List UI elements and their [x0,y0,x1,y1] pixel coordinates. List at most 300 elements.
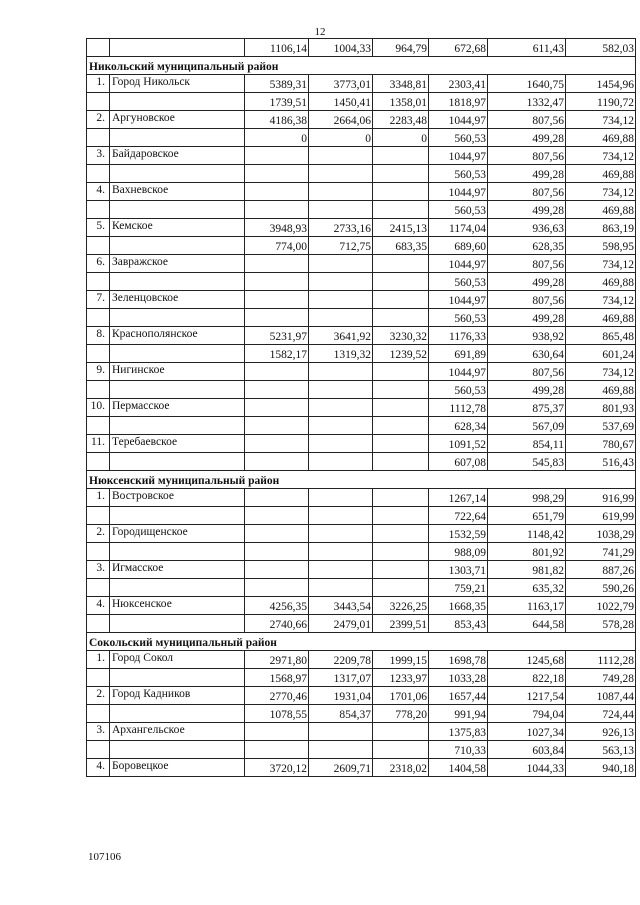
value-cell: 1033,28 [429,669,488,687]
value-cell: 2770,46 [245,687,309,705]
value-cell: 1078,55 [245,705,309,723]
row-name: Пермасское [110,399,245,417]
value-cell: 1022,79 [566,597,636,615]
value-cell: 0 [245,129,309,147]
value-cell: 807,56 [488,183,566,201]
row-index: 2. [87,111,110,129]
value-cell [309,255,373,273]
value-cell: 4186,38 [245,111,309,129]
value-cell: 734,12 [566,147,636,165]
value-cell [245,165,309,183]
value-cell: 853,43 [429,615,488,633]
row-index: 10. [87,399,110,417]
value-cell: 644,58 [488,615,566,633]
section-title: Никольский муниципальный район [87,57,636,75]
table-row [87,129,636,147]
value-cell [309,543,373,561]
value-cell: 2318,02 [373,759,429,777]
document-code: 107106 [88,851,121,863]
row-index [87,129,110,147]
value-cell: 780,67 [566,435,636,453]
value-cell [373,579,429,597]
value-cell [245,435,309,453]
value-cell: 469,88 [566,165,636,183]
row-name: Краснополянское [110,327,245,345]
table-row [87,327,636,345]
row-name [110,615,245,633]
value-cell [309,399,373,417]
row-name: Архангельское [110,723,245,741]
value-cell: 1239,52 [373,345,429,363]
value-cell [245,453,309,471]
value-cell: 964,79 [373,39,429,57]
value-cell: 2209,78 [309,651,373,669]
value-cell: 499,28 [488,165,566,183]
row-name [110,453,245,471]
value-cell [309,741,373,759]
row-name: Вахневское [110,183,245,201]
value-cell: 807,56 [488,111,566,129]
value-cell [245,363,309,381]
table-row [87,273,636,291]
table-row [87,165,636,183]
value-cell: 822,18 [488,669,566,687]
table-row [87,111,636,129]
value-cell: 2740,66 [245,615,309,633]
value-cell: 998,29 [488,489,566,507]
value-cell: 499,28 [488,201,566,219]
value-cell: 0 [373,129,429,147]
value-cell: 759,21 [429,579,488,597]
row-name: Город Кадников [110,687,245,705]
value-cell [373,363,429,381]
row-name [110,129,245,147]
tariff-table [86,38,636,777]
table-row [87,345,636,363]
row-index [87,381,110,399]
value-cell: 1450,41 [309,93,373,111]
value-cell: 560,53 [429,381,488,399]
value-cell: 1044,97 [429,291,488,309]
value-cell: 807,56 [488,291,566,309]
section-header-row [87,471,636,489]
table-row [87,687,636,705]
row-index: 6. [87,255,110,273]
value-cell: 801,93 [566,399,636,417]
value-cell [309,525,373,543]
table-row [87,417,636,435]
value-cell: 1044,33 [488,759,566,777]
value-cell [245,291,309,309]
value-cell [373,399,429,417]
row-name [110,507,245,525]
value-cell: 1303,71 [429,561,488,579]
value-cell: 734,12 [566,183,636,201]
value-cell: 469,88 [566,309,636,327]
value-cell: 635,32 [488,579,566,597]
row-name: Байдаровское [110,147,245,165]
value-cell: 865,48 [566,327,636,345]
row-name [110,165,245,183]
row-index: 9. [87,363,110,381]
row-index: 1. [87,75,110,93]
value-cell: 1404,58 [429,759,488,777]
value-cell: 1818,97 [429,93,488,111]
row-name [110,39,245,57]
value-cell: 630,64 [488,345,566,363]
row-name: Город Никольск [110,75,245,93]
value-cell [245,183,309,201]
value-cell: 2479,01 [309,615,373,633]
table-row [87,759,636,777]
value-cell [309,435,373,453]
row-name: Город Сокол [110,651,245,669]
row-index [87,165,110,183]
value-cell: 560,53 [429,273,488,291]
row-name [110,579,245,597]
value-cell [373,273,429,291]
row-index: 2. [87,525,110,543]
value-cell [373,435,429,453]
row-name: Завражское [110,255,245,273]
table-row [87,75,636,93]
section-title: Нюксенский муниципальный район [87,471,636,489]
table-row [87,723,636,741]
value-cell [245,561,309,579]
value-cell: 1568,97 [245,669,309,687]
row-name [110,93,245,111]
row-index: 4. [87,759,110,777]
value-cell: 2303,41 [429,75,488,93]
section-title: Сокольский муниципальный район [87,633,636,651]
value-cell: 2609,71 [309,759,373,777]
table-row [87,201,636,219]
value-cell: 1004,33 [309,39,373,57]
value-cell [373,489,429,507]
value-cell: 628,35 [488,237,566,255]
value-cell: 689,60 [429,237,488,255]
value-cell: 1245,68 [488,651,566,669]
row-index [87,309,110,327]
value-cell: 1319,32 [309,345,373,363]
value-cell [309,273,373,291]
value-cell [373,507,429,525]
value-cell: 4256,35 [245,597,309,615]
value-cell: 3720,12 [245,759,309,777]
value-cell: 1931,04 [309,687,373,705]
table-row [87,489,636,507]
value-cell: 2415,13 [373,219,429,237]
row-name [110,741,245,759]
value-cell [309,507,373,525]
value-cell [245,543,309,561]
row-index [87,273,110,291]
row-name [110,669,245,687]
table-row [87,93,636,111]
value-cell [245,723,309,741]
value-cell: 1668,35 [429,597,488,615]
value-cell: 1044,97 [429,255,488,273]
value-cell [373,291,429,309]
value-cell [373,543,429,561]
value-cell: 724,44 [566,705,636,723]
page-number: 12 [314,26,326,38]
value-cell: 807,56 [488,147,566,165]
row-index [87,579,110,597]
value-cell: 801,92 [488,543,566,561]
row-index [87,453,110,471]
row-name [110,273,245,291]
value-cell [245,399,309,417]
value-cell: 598,95 [566,237,636,255]
value-cell: 749,28 [566,669,636,687]
table-row [87,597,636,615]
table-row [87,291,636,309]
row-index [87,39,110,57]
table-row [87,309,636,327]
value-cell [309,165,373,183]
value-cell [245,273,309,291]
value-cell: 1217,54 [488,687,566,705]
value-cell: 1532,59 [429,525,488,543]
value-cell: 854,11 [488,435,566,453]
value-cell: 1267,14 [429,489,488,507]
value-cell: 774,00 [245,237,309,255]
value-cell: 567,09 [488,417,566,435]
row-index [87,543,110,561]
value-cell: 875,37 [488,399,566,417]
value-cell: 0 [309,129,373,147]
value-cell: 611,43 [488,39,566,57]
row-name [110,417,245,435]
value-cell: 560,53 [429,165,488,183]
value-cell: 1657,44 [429,687,488,705]
value-cell [373,381,429,399]
row-index: 1. [87,489,110,507]
value-cell [245,489,309,507]
row-name [110,705,245,723]
table-row [87,183,636,201]
table-row [87,39,636,57]
value-cell: 1148,42 [488,525,566,543]
value-cell [309,381,373,399]
value-cell: 563,13 [566,741,636,759]
value-cell: 1999,15 [373,651,429,669]
value-cell: 499,28 [488,309,566,327]
value-cell: 1163,17 [488,597,566,615]
table-row [87,363,636,381]
value-cell: 1332,47 [488,93,566,111]
value-cell: 2733,16 [309,219,373,237]
value-cell [373,147,429,165]
row-index: 3. [87,723,110,741]
row-name: Городищенское [110,525,245,543]
table-row [87,705,636,723]
value-cell: 1044,97 [429,363,488,381]
row-name: Нюксенское [110,597,245,615]
value-cell: 560,53 [429,201,488,219]
row-name [110,381,245,399]
value-cell: 578,28 [566,615,636,633]
value-cell: 734,12 [566,111,636,129]
value-cell: 926,13 [566,723,636,741]
table-row [87,399,636,417]
table-row [87,741,636,759]
table-row [87,651,636,669]
row-index: 4. [87,183,110,201]
value-cell: 3773,01 [309,75,373,93]
row-index: 5. [87,219,110,237]
value-cell: 1038,29 [566,525,636,543]
value-cell: 734,12 [566,255,636,273]
value-cell: 794,04 [488,705,566,723]
value-cell [245,201,309,219]
value-cell [373,165,429,183]
value-cell: 938,92 [488,327,566,345]
value-cell: 3226,25 [373,597,429,615]
table-row [87,507,636,525]
value-cell: 499,28 [488,273,566,291]
table-row [87,219,636,237]
value-cell: 741,29 [566,543,636,561]
value-cell: 863,19 [566,219,636,237]
value-cell [309,417,373,435]
value-cell: 590,26 [566,579,636,597]
value-cell: 734,12 [566,363,636,381]
value-cell: 560,53 [429,309,488,327]
value-cell: 545,83 [488,453,566,471]
value-cell: 2971,80 [245,651,309,669]
value-cell: 778,20 [373,705,429,723]
value-cell: 582,03 [566,39,636,57]
value-cell: 988,09 [429,543,488,561]
value-cell [245,309,309,327]
value-cell: 1087,44 [566,687,636,705]
row-name: Кемское [110,219,245,237]
value-cell [245,255,309,273]
value-cell: 854,37 [309,705,373,723]
table-row [87,435,636,453]
table-row [87,561,636,579]
value-cell: 3348,81 [373,75,429,93]
value-cell [309,453,373,471]
value-cell [245,381,309,399]
value-cell: 1454,96 [566,75,636,93]
row-index: 7. [87,291,110,309]
value-cell: 807,56 [488,363,566,381]
value-cell [373,417,429,435]
value-cell: 1739,51 [245,93,309,111]
value-cell [309,309,373,327]
value-cell [373,201,429,219]
value-cell [373,453,429,471]
row-name: Востровское [110,489,245,507]
value-cell: 734,12 [566,291,636,309]
row-name: Теребаевское [110,435,245,453]
row-index [87,93,110,111]
table-row [87,147,636,165]
value-cell [309,579,373,597]
row-index: 1. [87,651,110,669]
value-cell [245,147,309,165]
table-row [87,453,636,471]
value-cell: 1027,34 [488,723,566,741]
row-name [110,309,245,327]
value-cell [373,255,429,273]
row-name: Зеленцовское [110,291,245,309]
value-cell: 1106,14 [245,39,309,57]
row-index: 3. [87,147,110,165]
value-cell [309,201,373,219]
value-cell: 603,84 [488,741,566,759]
value-cell [373,741,429,759]
row-index [87,615,110,633]
table-row [87,615,636,633]
value-cell: 1358,01 [373,93,429,111]
value-cell: 981,82 [488,561,566,579]
value-cell: 672,68 [429,39,488,57]
row-index: 4. [87,597,110,615]
value-cell: 537,69 [566,417,636,435]
value-cell: 469,88 [566,273,636,291]
value-cell: 1698,78 [429,651,488,669]
value-cell: 499,28 [488,129,566,147]
row-index [87,507,110,525]
value-cell [245,507,309,525]
value-cell: 601,24 [566,345,636,363]
value-cell: 1176,33 [429,327,488,345]
value-cell [373,309,429,327]
value-cell [309,489,373,507]
value-cell: 683,35 [373,237,429,255]
value-cell [373,561,429,579]
value-cell: 1317,07 [309,669,373,687]
row-name: Игмасское [110,561,245,579]
row-name [110,201,245,219]
value-cell: 1112,28 [566,651,636,669]
row-index: 2. [87,687,110,705]
value-cell: 2283,48 [373,111,429,129]
table-row [87,669,636,687]
value-cell: 1112,78 [429,399,488,417]
value-cell: 940,18 [566,759,636,777]
row-name [110,237,245,255]
value-cell: 3641,92 [309,327,373,345]
row-name: Аргуновское [110,111,245,129]
value-cell: 712,75 [309,237,373,255]
value-cell [245,741,309,759]
value-cell: 607,08 [429,453,488,471]
row-index [87,705,110,723]
row-name [110,345,245,363]
value-cell: 2399,51 [373,615,429,633]
value-cell [309,291,373,309]
value-cell: 1582,17 [245,345,309,363]
value-cell: 916,99 [566,489,636,507]
row-index [87,345,110,363]
row-index [87,201,110,219]
table-row [87,525,636,543]
value-cell: 469,88 [566,381,636,399]
value-cell [309,561,373,579]
value-cell: 710,33 [429,741,488,759]
value-cell: 1044,97 [429,147,488,165]
value-cell: 1190,72 [566,93,636,111]
value-cell: 1701,06 [373,687,429,705]
value-cell: 469,88 [566,129,636,147]
value-cell: 469,88 [566,201,636,219]
value-cell: 1640,75 [488,75,566,93]
